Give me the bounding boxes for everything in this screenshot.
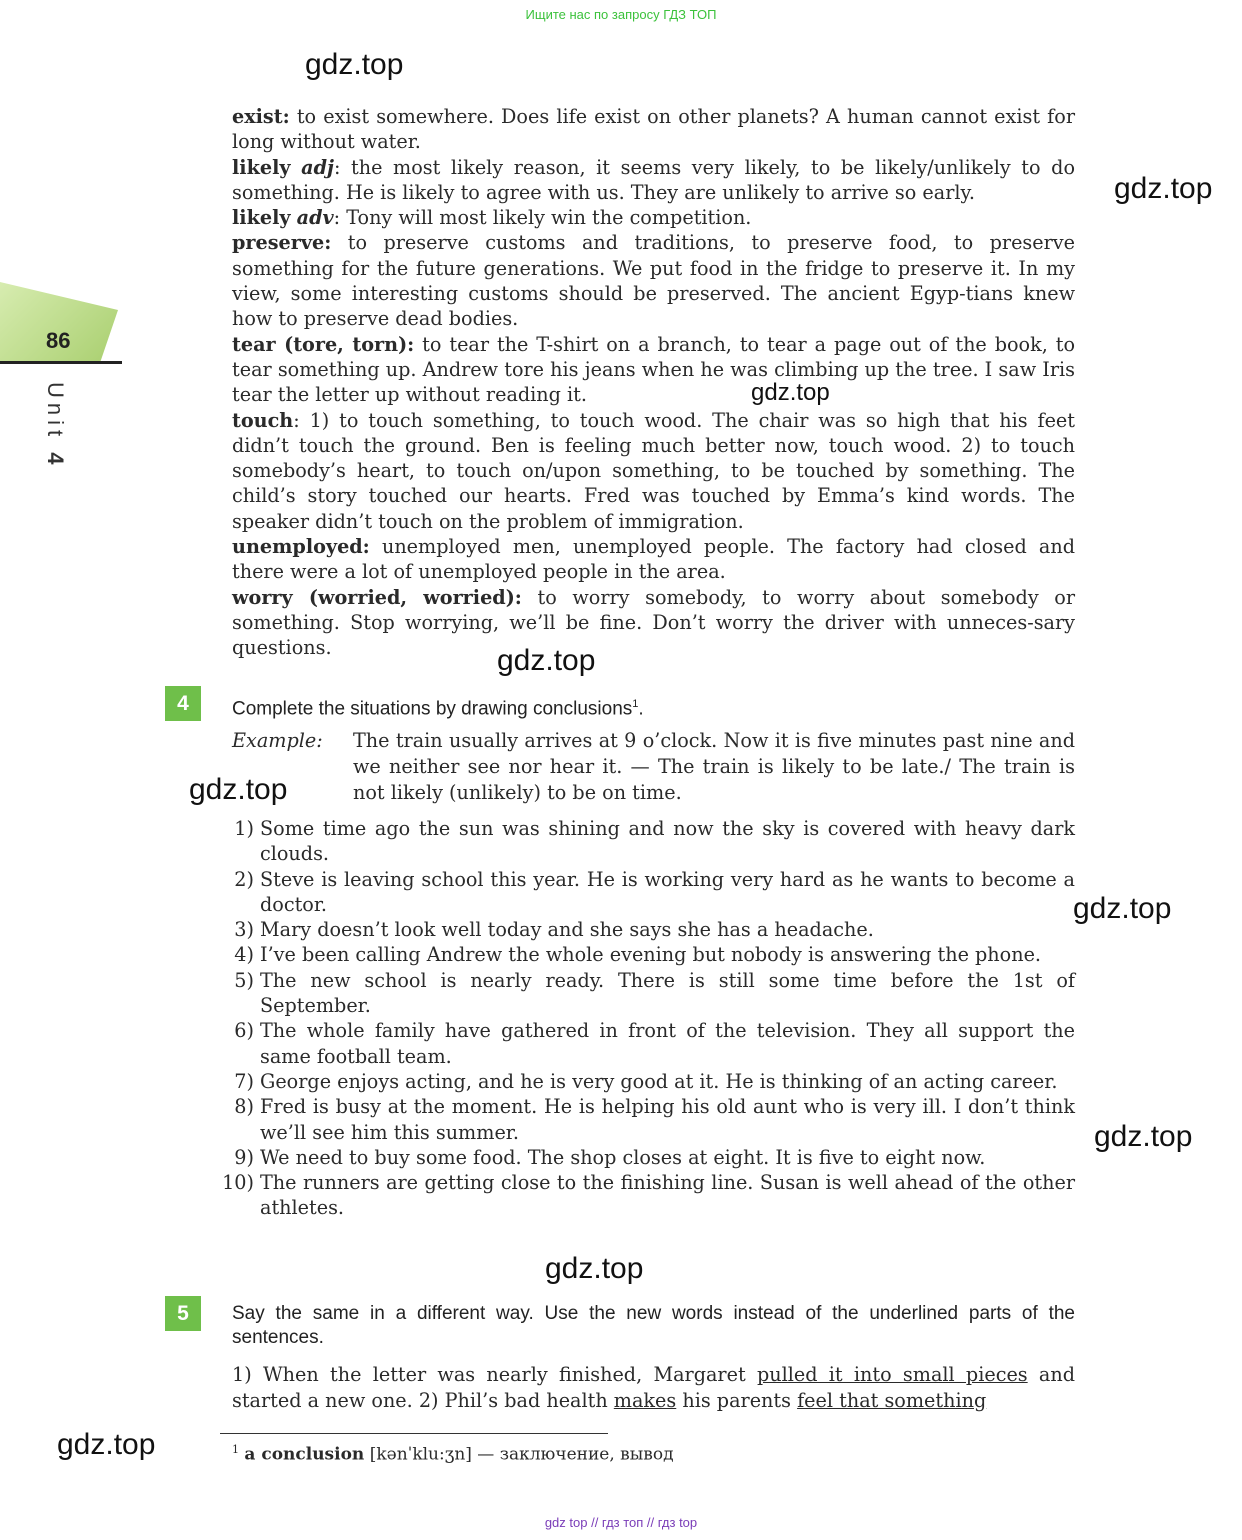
item-text: The new school is nearly ready. There is still some time before the 1st of September. xyxy=(260,968,1075,1018)
list-item xyxy=(210,1069,1075,1094)
item-number: 5) xyxy=(234,968,254,992)
underlined-phrase: pulled it into small pieces xyxy=(756,1363,1028,1386)
vocab-entry xyxy=(232,534,1075,585)
vocab-entry xyxy=(232,332,1075,408)
watermark: gdz.top xyxy=(1073,892,1172,925)
exercise-5-instruction: Say the same in a different way. Use the new words instead of the underlined parts of the sentences. xyxy=(232,1303,1075,1348)
footnote: $^1$ a conclusion [kənˈklu:ʒn] — заключение, вывод xyxy=(232,1443,674,1465)
watermark: gdz.top xyxy=(545,1252,644,1285)
vocab-entry xyxy=(232,230,1075,331)
item-text: Some time ago the sun was shining and now the sky is covered with heavy dark clouds. xyxy=(260,817,1075,866)
exercise-4-items xyxy=(210,816,1075,1221)
list-item xyxy=(210,867,1075,918)
bottom-banner[interactable]: gdz top // гдз топ // гдз top xyxy=(544,1515,698,1530)
item-number: 2) xyxy=(234,867,254,891)
item-text: We need to buy some food. The shop closes at eight. It is five to eight now. xyxy=(260,1145,986,1169)
vocab-term: touch xyxy=(232,408,294,432)
vocab-term: unemployed: xyxy=(232,535,370,559)
vocabulary-list xyxy=(232,104,1075,661)
watermark: gdz.top xyxy=(305,48,404,81)
vocab-text: unemployed men, unemployed people. The factory had closed and there were a lot of unemployed people in the area. xyxy=(232,535,1075,584)
list-item xyxy=(210,1018,1075,1069)
list-item xyxy=(210,942,1075,967)
example-label: Example: xyxy=(232,729,323,752)
item-number: 10) xyxy=(222,1171,254,1195)
sentence-text: 1) When the letter was nearly finished, Margaret xyxy=(232,1363,757,1386)
watermark: gdz.top xyxy=(189,773,288,806)
list-item xyxy=(210,968,1075,1019)
item-text: The runners are getting close to the finishing line. Susan is well ahead of the other athletes. xyxy=(260,1171,1075,1220)
item-number: 6) xyxy=(234,1019,254,1043)
vocab-text: to preserve customs and traditions, to preserve food, to preserve something for the future generations. We put food in the fridge to preserve it. In my view, some interesting customs should be preserved. The ancient Egyp-tians knew how to preserve dead bodies. xyxy=(232,231,1075,331)
vocab-text: to worry somebody, to worry about somebody or something. Stop worrying, we’ll be fine. Don’t worry the driver with unneces-sary questions. xyxy=(232,585,1075,660)
item-text: Mary doesn’t look well today and she says she has a headache. xyxy=(260,918,874,942)
list-item xyxy=(210,1094,1075,1145)
item-number: 1) xyxy=(234,817,254,840)
vocab-entry xyxy=(232,205,1075,230)
vocab-text: : 1) to touch something, to touch wood. The chair was so high that his feet didn’t touch the ground. Ben is feeling much better now, touch wood. 2) to touch somebody’s heart, to touch on/upon something, to be touched by something. The child’s story touched our hearts. Fred was touched by Emma’s kind words. The speaker didn’t touch on the problem of immigration. xyxy=(232,408,1075,533)
sentence-text: his parents xyxy=(676,1389,798,1412)
vocab-pos: adv xyxy=(296,206,334,230)
vocab-text: to tear the T-shirt on a branch, to tear a page out of the book, to tear something up. Andrew tore his jeans when he was climbing up the tree. I saw Iris tear the letter up without reading it. xyxy=(232,332,1076,407)
item-number: 4) xyxy=(234,943,254,967)
item-text: George enjoys acting, and he is very good at it. He is thinking of an acting career. xyxy=(260,1069,1058,1093)
sentence-text: and started a new one. 2) Phil’s bad health xyxy=(232,1363,1076,1412)
item-text: Fred is busy at the moment. He is helping his old aunt who is very ill. I don’t think we’ll see him this summer. xyxy=(260,1095,1075,1144)
watermark: gdz.top xyxy=(497,644,596,677)
vocab-entry xyxy=(232,585,1075,661)
exercise-5-number: 5 xyxy=(165,1296,201,1331)
exercise-4-number: 4 xyxy=(165,686,201,721)
list-item xyxy=(210,816,1075,867)
list-item xyxy=(210,1145,1075,1170)
unit-label: Unit 4 xyxy=(43,382,68,470)
watermark: gdz.top xyxy=(1114,172,1213,205)
vocab-term: preserve: xyxy=(232,231,332,255)
top-banner[interactable]: Ищите нас по запросу ГДЗ ТОП xyxy=(525,7,717,22)
vocab-pos: adj xyxy=(301,155,334,179)
item-text: The whole family have gathered in front of the television. They all support the same football team. xyxy=(260,1019,1075,1068)
vocab-term: likely xyxy=(232,206,291,230)
vocab-text: : Tony will most likely win the competition. xyxy=(333,206,752,230)
vocab-entry xyxy=(232,408,1075,534)
watermark: gdz.top xyxy=(751,379,830,406)
vocab-entry xyxy=(232,155,1075,206)
item-number: 7) xyxy=(234,1069,254,1093)
page-number: 86 xyxy=(46,328,71,353)
example xyxy=(232,728,1075,806)
footnote-divider xyxy=(220,1433,608,1434)
vocab-term: exist: xyxy=(232,105,290,128)
item-number: 8) xyxy=(234,1095,254,1119)
watermark: gdz.top xyxy=(57,1428,156,1461)
item-number: 3) xyxy=(234,918,254,942)
item-text: I’ve been calling Andrew the whole evening but nobody is answering the phone. xyxy=(260,943,1042,967)
vocab-term: likely xyxy=(232,155,291,179)
vocab-term: worry (worried, worried): xyxy=(232,585,522,609)
vocab-term: tear (tore, torn): xyxy=(232,332,415,356)
exercise-4-instruction: Complete the situations by drawing conclusions$^1$. xyxy=(232,698,644,720)
vocab-entry xyxy=(232,104,1075,155)
tab-divider xyxy=(0,361,122,364)
underlined-phrase: makes xyxy=(613,1389,677,1412)
vocab-text: : the most likely reason, it seems very likely, to be likely/unlikely to do something. He is likely to agree with us. They are unlikely to arrive so early. xyxy=(232,155,1076,204)
vocab-text: to exist somewhere. Does life exist on other planets? A human cannot exist for long without water. xyxy=(232,105,1075,154)
item-number: 9) xyxy=(234,1145,254,1169)
list-item xyxy=(210,917,1075,942)
example-text: The train usually arrives at 9 o’clock. Now it is five minutes past nine and we neither see nor hear it. — The train is likely to be late./ The train is not likely (unlikely) to be on time. xyxy=(353,729,1075,804)
underlined-phrase: feel that something xyxy=(797,1389,987,1412)
item-text: Steve is leaving school this year. He is working very hard as he wants to become a doctor. xyxy=(260,867,1075,916)
watermark: gdz.top xyxy=(1094,1120,1193,1153)
exercise-5-text xyxy=(232,1362,1075,1414)
list-item xyxy=(210,1170,1075,1221)
